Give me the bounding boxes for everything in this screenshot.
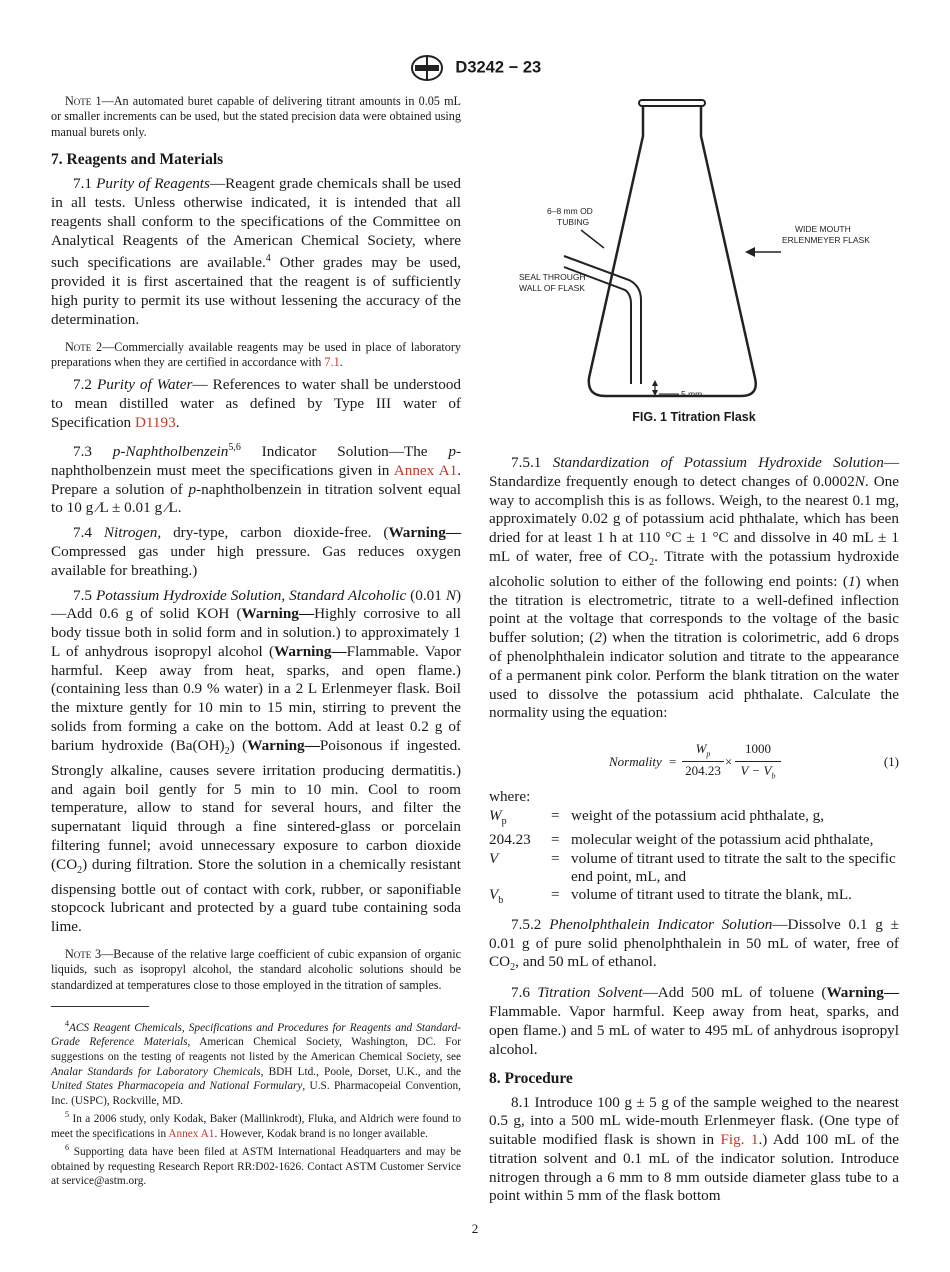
eq-num-1: $W_p$ bbox=[695, 741, 711, 759]
link-fig-1[interactable]: Fig. 1 bbox=[720, 1131, 759, 1149]
label-tubing-2: TUBING bbox=[557, 217, 590, 227]
eq-den-1: 204.23 bbox=[685, 763, 721, 778]
link-annex-a1[interactable]: Annex A1 bbox=[393, 461, 458, 479]
section-8-title: 8. Procedure bbox=[489, 1069, 573, 1087]
definitions-table bbox=[489, 807, 899, 911]
equation-1: Normality = $W_p$ 204.23 × 1000 $V - V_b$ (1) bbox=[609, 741, 899, 781]
footnotes bbox=[51, 1017, 461, 1189]
footnote-rule bbox=[51, 1006, 149, 1007]
page-header bbox=[0, 54, 950, 82]
figure-caption: FIG. 1 Titration Flask bbox=[632, 410, 756, 424]
def-row: 204.23 = molecular weight of the potassium acid phthalate, bbox=[489, 831, 874, 849]
footnote-5: $^5$ In a 2006 study, only Kodak, Baker (Mallinkrodt), Fluka, and Aldrich were found to meet the specifications in Annex A1. However, Kodak brand is no longer available. bbox=[51, 1110, 461, 1140]
eq-den-2: $V - V_b$ bbox=[740, 763, 776, 781]
label-seal-1: SEAL THROUGH bbox=[519, 272, 586, 282]
paragraph-7-4: 7.4 Nitrogen, dry-type, carbon dioxide-free. (Warning—Compressed gas under high pressure. Gas reduces oxygen available for breathing.) bbox=[51, 524, 462, 579]
label-flask-2: ERLENMEYER FLASK bbox=[782, 235, 870, 245]
section-7-title: 7. Reagents and Materials bbox=[51, 151, 224, 169]
page-number: 2 bbox=[471, 1221, 479, 1236]
figure-titration-flask bbox=[489, 96, 899, 426]
eq-num-2: 1000 bbox=[745, 741, 771, 756]
paragraph-7-2: 7.2 Purity of Water— References to water shall be understood to mean distilled water as defined by Type III water of Specification D1193. bbox=[51, 376, 462, 432]
label-seal-2: WALL OF FLASK bbox=[519, 283, 585, 293]
doc-code: D3242 − 23 bbox=[455, 58, 542, 77]
paragraph-7-6: 7.6 Titration Solvent—Add 500 mL of toluene (Warning—Flammable. Vapor harmful. Keep away from heat, sparks, and open flame.) and 5 mL of water to 495 mL of anhydrous isopropyl alcohol. bbox=[489, 984, 900, 1058]
note-1: Note 1—An automated buret capable of delivering titrant amounts in 0.05 mL or smaller increments can be used, but the stated precision data were obtained using manual burets only. bbox=[51, 94, 461, 139]
left-column bbox=[51, 94, 461, 993]
note-3: Note 3—Because of the relative large coefficient of cubic expansion of organic liquids, such as isopropyl alcohol, the standard alcoholic solutions should be standardized at temperatures close to those employed in the titration of samples. bbox=[51, 946, 462, 992]
paragraph-7-1: 7.1 Purity of Reagents—Reagent grade chemicals shall be used in all tests. Unless otherwise indicated, it is intended that all reagents shall conform to the specifications of the Committee on Analytical Reagents of the American Chemical Society, where such specifications are available.$^4$ Other grades may be used, provided it is first ascertained that the reagent is of sufficiently high purity to permit its use without lessening the accuracy of the determination. bbox=[51, 175, 462, 328]
eq-number: (1) bbox=[883, 754, 899, 769]
arrow-flask bbox=[745, 247, 755, 257]
leader-tubing bbox=[581, 230, 604, 248]
paragraph-8-1: 8.1 Introduce 100 g ± 5 g of the sample weighed to the nearest 0.5 g, into a 500 mL wide-mouth Erlenmeyer flask. (One type of suitable modified flask is shown in Fig. 1.) Add 100 mL of the titration solvent and 0.1 mL of the indicator solution. Introduce nitrogen through a 6 mm to 8 mm outside diameter glass tube to a point within 5 mm of the flask bottom bbox=[489, 1093, 900, 1205]
footnote-6: $^6$ Supporting data have been filed at ASTM International Headquarters and may be obtained by requesting Research Report RR:D02-1626. Contact ASTM Customer Service at service@astm.org. bbox=[51, 1143, 462, 1188]
label-tubing-1: 6–8 mm OD bbox=[547, 206, 593, 216]
right-column bbox=[489, 454, 899, 723]
label-gap: 5 mm bbox=[681, 389, 703, 399]
note-2: Note 2—Commercially available reagents may be used in place of laboratory preparations when they are certified in accordance with 7.1. bbox=[51, 339, 461, 370]
link-annex-a1-fn[interactable]: Annex A1 bbox=[168, 1127, 215, 1140]
astm-logo-icon bbox=[409, 54, 445, 82]
flask-rim bbox=[639, 100, 705, 106]
def-row: V = volume of titrant used to titrate the salt to the specific end point, mL, and bbox=[489, 849, 896, 886]
link-d1193[interactable]: D1193 bbox=[134, 414, 176, 432]
flask-diagram bbox=[489, 96, 899, 408]
paragraph-7-3: 7.3 p-Naphtholbenzein$^{5,6}$ Indicator Solution—The p-naphtholbenzein must meet the specifications given in Annex A1. Prepare a solution of p-naphtholbenzein in titration solvent equal to 10 g ⁄L ± 0.01 g ⁄L. bbox=[51, 441, 461, 517]
footnote-4: $^4$ACS Reagent Chemicals, Specifications and Procedures for Reagents and Standard-Grade Reference Materials, American Chemical Society, Washington, DC. For suggestions on the testing of reagents not listed by the American Chemical Society, see Analar Standards for Laboratory Chemicals, BDH Ltd., Poole, Dorset, U.K., and the United States Pharmacopeia and National Formulary, U.S. Pharmacopeial Convention, Inc. (USPC), Rockville, MD. bbox=[51, 1019, 461, 1107]
right-column-lower bbox=[489, 788, 899, 1206]
label-flask-1: WIDE MOUTH bbox=[795, 224, 851, 234]
def-row: $V_b$ = volume of titrant used to titrate the blank, mL. bbox=[489, 886, 852, 907]
link-7-1[interactable]: 7.1 bbox=[324, 355, 340, 370]
paragraph-7-5: 7.5 Potassium Hydroxide Solution, Standard Alcoholic (0.01 N)—Add 0.6 g of solid KOH (Warning—Highly corrosive to all body tissue both in solid form and in solution.) to approximately 1 L of anhydrous isopropyl alcohol (Warning—Flammable. Vapor harmful. Keep away from heat, sparks, and open flame.) (containing less than 0.9 % water) in a 2 L Erlenmeyer flask. Boil the mixture gently for 10 min to 15 min, stirring to prevent the solids from forming a cake on the bottom. Add at least 0.2 g of barium hydroxide $(Ba(OH)_2)$ (Warning—Poisonous if ingested. Strongly alkaline, causes severe irritation producing dermatitis.) and again boil gently for 5 min to 10 min. Cool to room temperature, allow to stand for several hours, and filter the supernatant liquid through a fine sintered-glass or porcelain filtering funnel; avoid unnecessary exposure to carbon dioxide $(CO_2)$ during filtration. Store the solution in a chemically resistant dispensing bottle out of contact with cork, rubber, or saponifiable stopcock lubricant and protected by a guard tube containing soda lime. bbox=[51, 586, 462, 936]
eq-lhs: Normality bbox=[609, 754, 662, 769]
paragraph-7-5-1: 7.5.1 Standardization of Potassium Hydroxide Solution—Standardize frequently enough to detect changes of 0.0002N. One way to accomplish this is as follows. Weigh, to the nearest 0.1 mg, approximately 0.02 g of potassium acid phthalate, which has been dried for at least 1 h at 110 °C ± 1 °C and dissolve in 40 mL ± 1 mL of water, free of $CO_2$. Titrate with the potassium hydroxide alcoholic solution to either of the following end points: (1) when the titration is electrometric, titrate to a well-defined inflection point at the voltage that corresponds to the voltage of the basic buffer solution; (2) when the titration is colorimetric, add 6 drops of phenolphthalein indicator solution and titrate to the appearance of a permanent pink color. Perform the blank titration on the water used to dissolve the potassium acid phthalate. Calculate the normality using the equation: bbox=[489, 454, 899, 722]
paragraph-7-5-2: 7.5.2 Phenolphthalein Indicator Solution—Dissolve 0.1 g ± 0.01 g of pure solid phenolphthalein in 50 mL of water, free of $CO_2$, and 50 mL of ethanol. bbox=[489, 915, 900, 974]
flask-body bbox=[589, 106, 756, 396]
where-label: where: bbox=[489, 788, 531, 805]
def-row: $W_p$ = weight of the potassium acid phthalate, g, bbox=[489, 806, 825, 827]
